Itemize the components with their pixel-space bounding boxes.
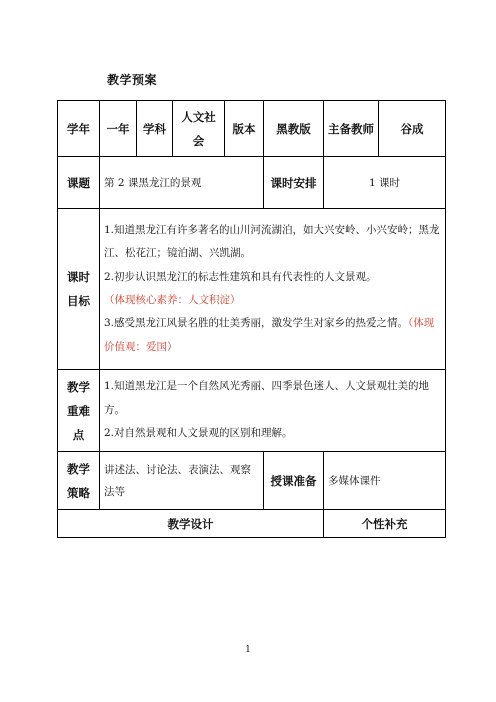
grade-value: 一年: [100, 101, 137, 157]
objective-2: 2.初步认识黑龙江的标志性建筑和具有代表性的人文景观。: [104, 270, 377, 283]
keypoint-2: 2.对自然景观和人文景观的区别和理解。: [104, 427, 293, 440]
prep-label: 授课准备: [264, 452, 324, 510]
objective-1: 1.知道黑龙江有许多著名的山川河流湖泊，如大兴安岭、小兴安岭；黑龙江、松花江；镜泊湖、兴凯湖。: [104, 223, 440, 260]
objective-3: [104, 312, 441, 359]
objective-3-text: 3.感受黑龙江风景名胜的壮美秀丽，激发学生对家乡的热爱之情。: [104, 317, 409, 330]
objectives-content: [100, 209, 446, 370]
objectives-label: 课时目标: [58, 209, 100, 370]
objectives-row: [58, 209, 446, 370]
strategy-label: 教学策略: [58, 452, 100, 510]
teacher-value: 谷成: [379, 101, 446, 157]
edition-label: 版本: [225, 101, 264, 157]
edition-value: 黑教版: [264, 101, 324, 157]
page-number: 1: [245, 645, 251, 655]
info-row: [58, 101, 446, 157]
strategy-value: 讲述法、讨论法、表演法、观察法等: [100, 452, 264, 510]
lesson-plan-table: [57, 100, 446, 538]
design-label: 教学设计: [58, 510, 324, 538]
grade-label: 学年: [58, 101, 100, 157]
strategy-row: [58, 452, 446, 510]
topic-row: [58, 157, 446, 209]
objective-2-note: （体现核心素养：人文积淀）: [104, 294, 241, 306]
teacher-label: 主备教师: [324, 101, 379, 157]
objective-3-note: （体现价值观：爱国）: [104, 317, 435, 353]
keypoint-1: 1.知道黑龙江是一个自然风光秀丽、四季景色迷人、人文景观壮美的地方。: [104, 380, 430, 416]
prep-value: 多媒体课件: [324, 452, 446, 510]
topic-value: 第 2 课黑龙江的景观: [100, 157, 264, 209]
document-title: 教学预案: [107, 73, 158, 87]
keypoints-label: 教学重难点: [58, 370, 100, 452]
keypoints-row: [58, 370, 446, 452]
personal-label: 个性补充: [324, 510, 446, 538]
design-header-row: [58, 510, 446, 538]
topic-label: 课题: [58, 157, 100, 209]
keypoints-content: [100, 370, 446, 452]
hours-value: 1 课时: [324, 157, 446, 209]
subject-value: 人文社会: [173, 101, 225, 157]
hours-label: 课时安排: [264, 157, 324, 209]
subject-label: 学科: [137, 101, 173, 157]
